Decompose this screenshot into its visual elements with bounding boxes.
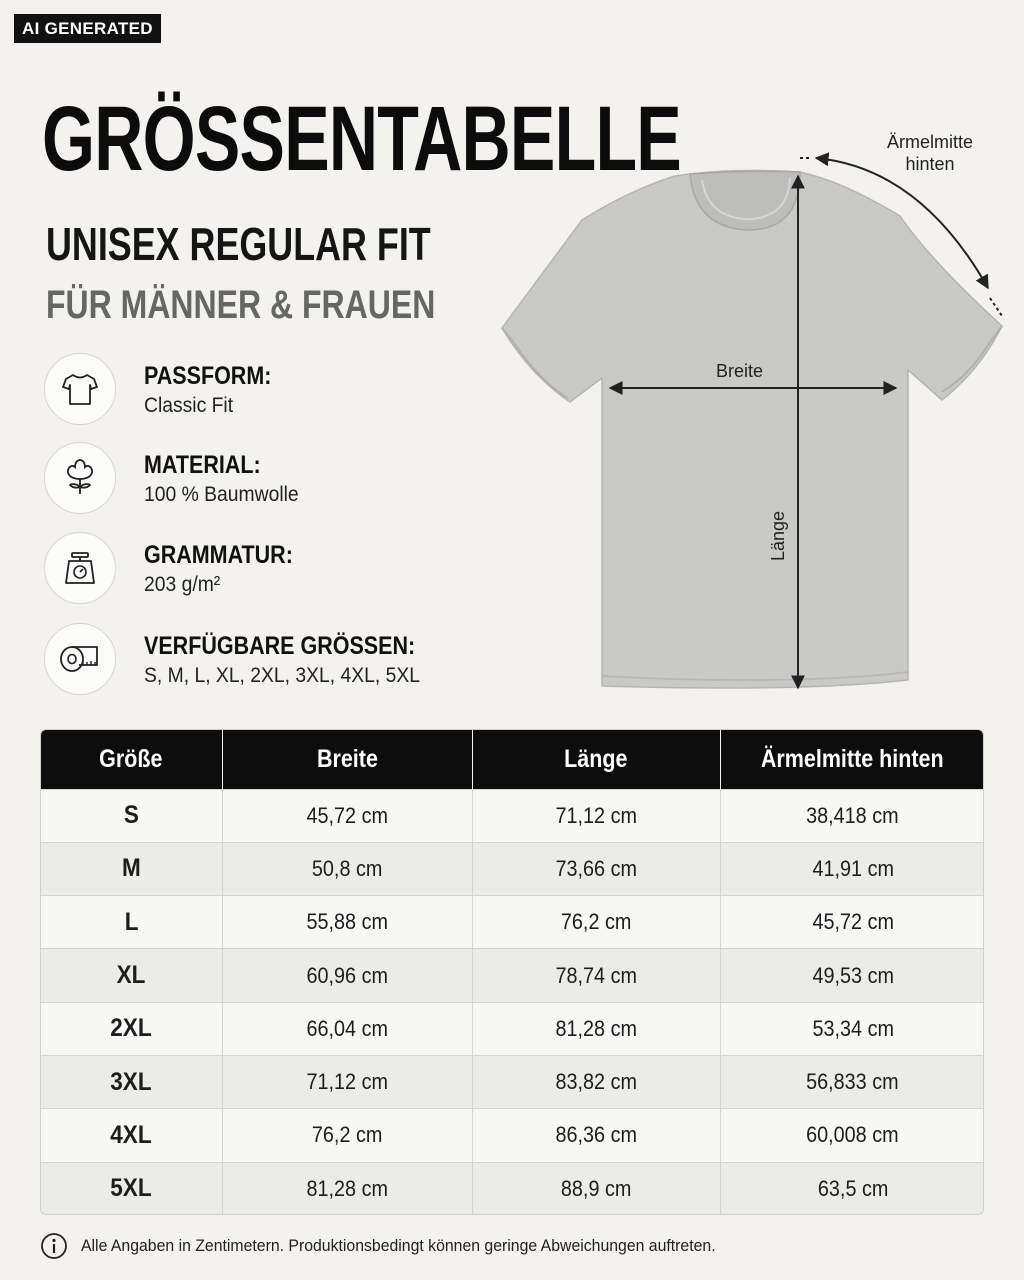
spec-value: S, M, L, XL, 2XL, 3XL, 4XL, 5XL — [144, 664, 421, 687]
table-row — [41, 842, 984, 895]
size-cell: 4XL — [41, 1109, 222, 1162]
spec-value: 203 g/m² — [144, 573, 221, 596]
header-sleeve: Ärmelmitte hinten — [720, 730, 984, 789]
width-cell: 60,96 cm — [222, 949, 472, 1002]
sleeve-cell: 53,34 cm — [720, 1002, 984, 1055]
table-row — [41, 896, 984, 949]
page-subtitle-audience: FÜR MÄNNER & FRAUEN — [46, 283, 436, 327]
size-cell: L — [41, 896, 222, 949]
table-row — [41, 1002, 984, 1055]
size-cell: M — [41, 842, 222, 895]
length-cell: 83,82 cm — [472, 1055, 720, 1108]
spec-label: GRAMMATUR: — [144, 541, 293, 569]
size-cell: XL — [41, 949, 222, 1002]
table-header-row — [41, 730, 984, 789]
length-cell: 81,28 cm — [472, 1002, 720, 1055]
spec-grammatur — [44, 532, 474, 604]
header-size: Größe — [41, 730, 222, 789]
tshirt-icon — [44, 353, 116, 425]
measuring-tape-icon — [44, 623, 116, 695]
length-cell: 71,12 cm — [472, 789, 720, 842]
info-icon — [40, 1232, 68, 1260]
header-width: Breite — [222, 730, 472, 789]
length-cell: 86,36 cm — [472, 1109, 720, 1162]
sleeve-cell: 45,72 cm — [720, 896, 984, 949]
size-cell: 5XL — [41, 1162, 222, 1215]
width-cell: 66,04 cm — [222, 1002, 472, 1055]
spec-label: VERFÜGBARE GRÖSSEN: — [144, 632, 416, 660]
spec-value: Classic Fit — [144, 394, 234, 417]
header-length: Länge — [472, 730, 720, 789]
width-cell: 71,12 cm — [222, 1055, 472, 1108]
footnote-text: Alle Angaben in Zentimetern. Produktionsbedingt können geringe Abweichungen auftreten. — [81, 1236, 716, 1255]
sleeve-cell: 63,5 cm — [720, 1162, 984, 1215]
cotton-flower-icon — [44, 442, 116, 514]
sleeve-cell: 56,833 cm — [720, 1055, 984, 1108]
table-row — [41, 789, 984, 842]
sleeve-cell: 49,53 cm — [720, 949, 984, 1002]
width-cell: 76,2 cm — [222, 1109, 472, 1162]
length-label: Länge — [768, 510, 788, 562]
spec-label: MATERIAL: — [144, 451, 261, 479]
width-cell: 45,72 cm — [222, 789, 472, 842]
length-cell: 78,74 cm — [472, 949, 720, 1002]
ai-generated-badge: AI GENERATED — [14, 14, 161, 43]
sleeve-label-line1: Ärmelmitte — [886, 132, 974, 152]
spec-material — [44, 442, 474, 514]
size-cell: S — [41, 789, 222, 842]
spec-value: 100 % Baumwolle — [144, 483, 299, 506]
table-row — [41, 1109, 984, 1162]
tshirt-illustration — [502, 170, 1002, 688]
spec-passform — [44, 353, 474, 425]
length-cell: 76,2 cm — [472, 896, 720, 949]
size-cell: 2XL — [41, 1002, 222, 1055]
page-title: GRÖSSENTABELLE — [42, 88, 681, 190]
sleeve-cell: 41,91 cm — [720, 842, 984, 895]
size-table — [40, 729, 984, 1215]
page-subtitle: UNISEX REGULAR FIT — [46, 218, 431, 270]
length-cell: 73,66 cm — [472, 842, 720, 895]
width-cell: 50,8 cm — [222, 842, 472, 895]
sleeve-label-line2: hinten — [905, 154, 955, 174]
sleeve-cell: 60,008 cm — [720, 1109, 984, 1162]
spec-sizes — [44, 623, 474, 695]
width-cell: 55,88 cm — [222, 896, 472, 949]
scale-icon — [44, 532, 116, 604]
sleeve-cell: 38,418 cm — [720, 789, 984, 842]
table-row — [41, 1055, 984, 1108]
width-cell: 81,28 cm — [222, 1162, 472, 1215]
size-cell: 3XL — [41, 1055, 222, 1108]
table-row — [41, 949, 984, 1002]
tshirt-measurement-diagram — [490, 120, 1024, 710]
length-cell: 88,9 cm — [472, 1162, 720, 1215]
table-row — [41, 1162, 984, 1215]
width-label: Breite — [716, 361, 764, 381]
footnote — [40, 1232, 980, 1260]
spec-label: PASSFORM: — [144, 362, 272, 390]
